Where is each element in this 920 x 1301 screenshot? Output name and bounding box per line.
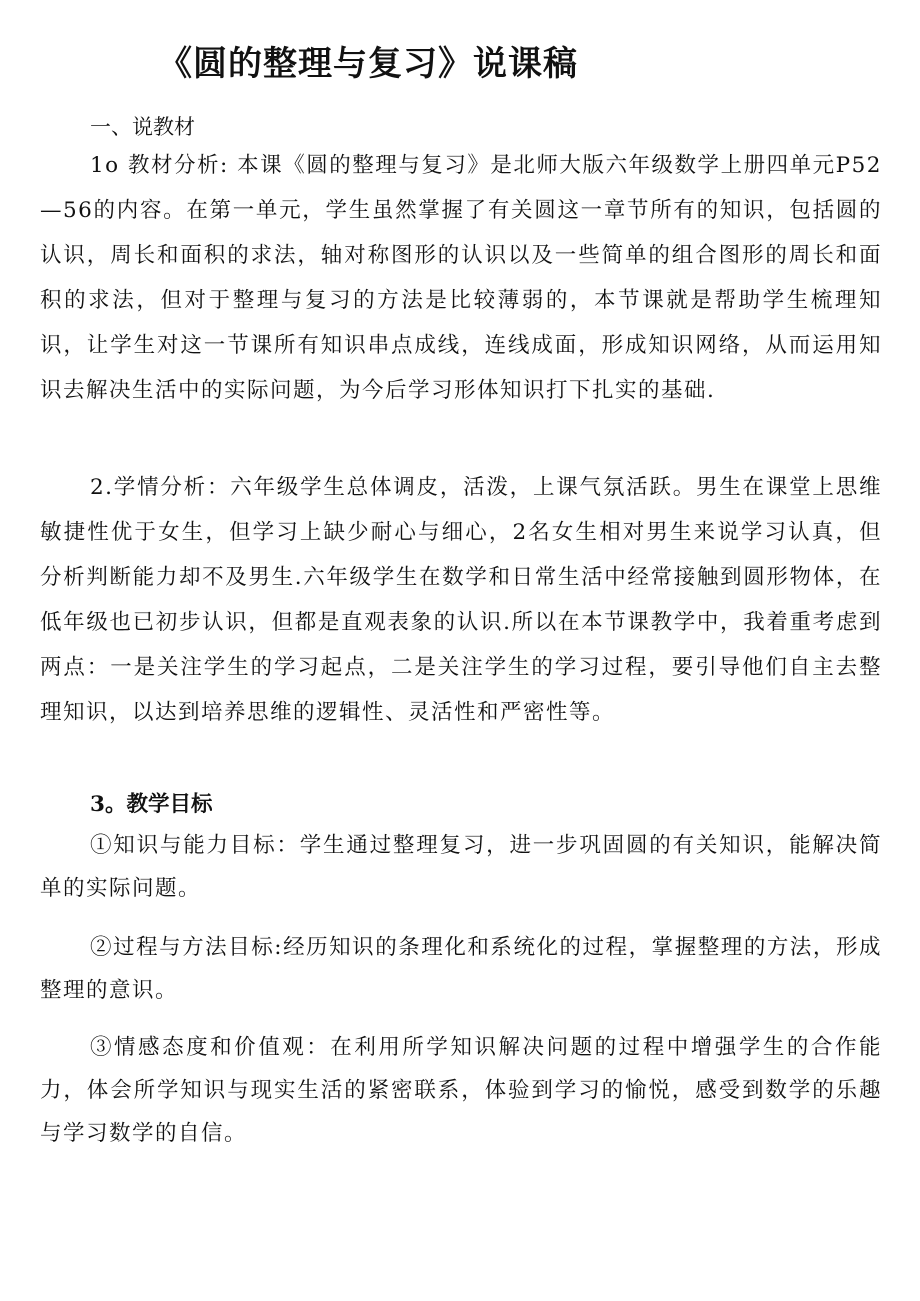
document-title: 《圆的整理与复习》说课稿 <box>158 44 578 84</box>
goals-heading: 3。教学目标 <box>90 792 213 817</box>
textbook-analysis-paragraph: 1o 教材分析: 本课《圆的整理与复习》是北师大版六年级数学上册四单元P52—56的内容。在第一单元，学生虽然掌握了有关圆这一章节所有的知识，包括圆的认识，周长和面积的求法，轴对称图形的认识以及一些简单的组合图形的周长和面积的求法，但对于整理与复习的方法是比较薄弱的，本节课就是帮助学生梳理知识，让学生对这一节课所有知识串点成线，连线成面，形成知识网络，从而运用知识去解决生活中的实际问题，为今后学习形体知识打下扎实的基础. <box>40 153 882 403</box>
student-analysis-paragraph: 2.学情分析：六年级学生总体调皮，活泼，上课气氛活跃。男生在课堂上思维敏捷性优于女生，但学习上缺少耐心与细心，2名女生相对男生来说学习认真，但分析判断能力却不及男生.六年级学生在数学和日常生活中经常接触到圆形物体，在低年级也已初步认识，但都是直观表象的认识.所以在本节课教学中，我着重考虑到两点：一是关注学生的学习起点，二是关注学生的学习过程，要引导他们自主去整理知识，以达到培养思维的逻辑性、灵活性和严密性等。 <box>40 475 882 725</box>
section-heading: 一、说教材 <box>90 115 195 139</box>
goal-emotion-values: ③情感态度和价值观：在利用所学知识解决问题的过程中增强学生的合作能力，体会所学知识与现实生活的紧密联系，体验到学习的愉悦，感受到数学的乐趣与学习数学的自信。 <box>40 1035 882 1146</box>
goal-process-method: ②过程与方法目标:经历知识的条理化和系统化的过程，掌握整理的方法，形成整理的意识。 <box>40 935 882 1003</box>
goal-knowledge-ability: ①知识与能力目标：学生通过整理复习，进一步巩固圆的有关知识，能解决简单的实际问题。 <box>40 833 882 901</box>
